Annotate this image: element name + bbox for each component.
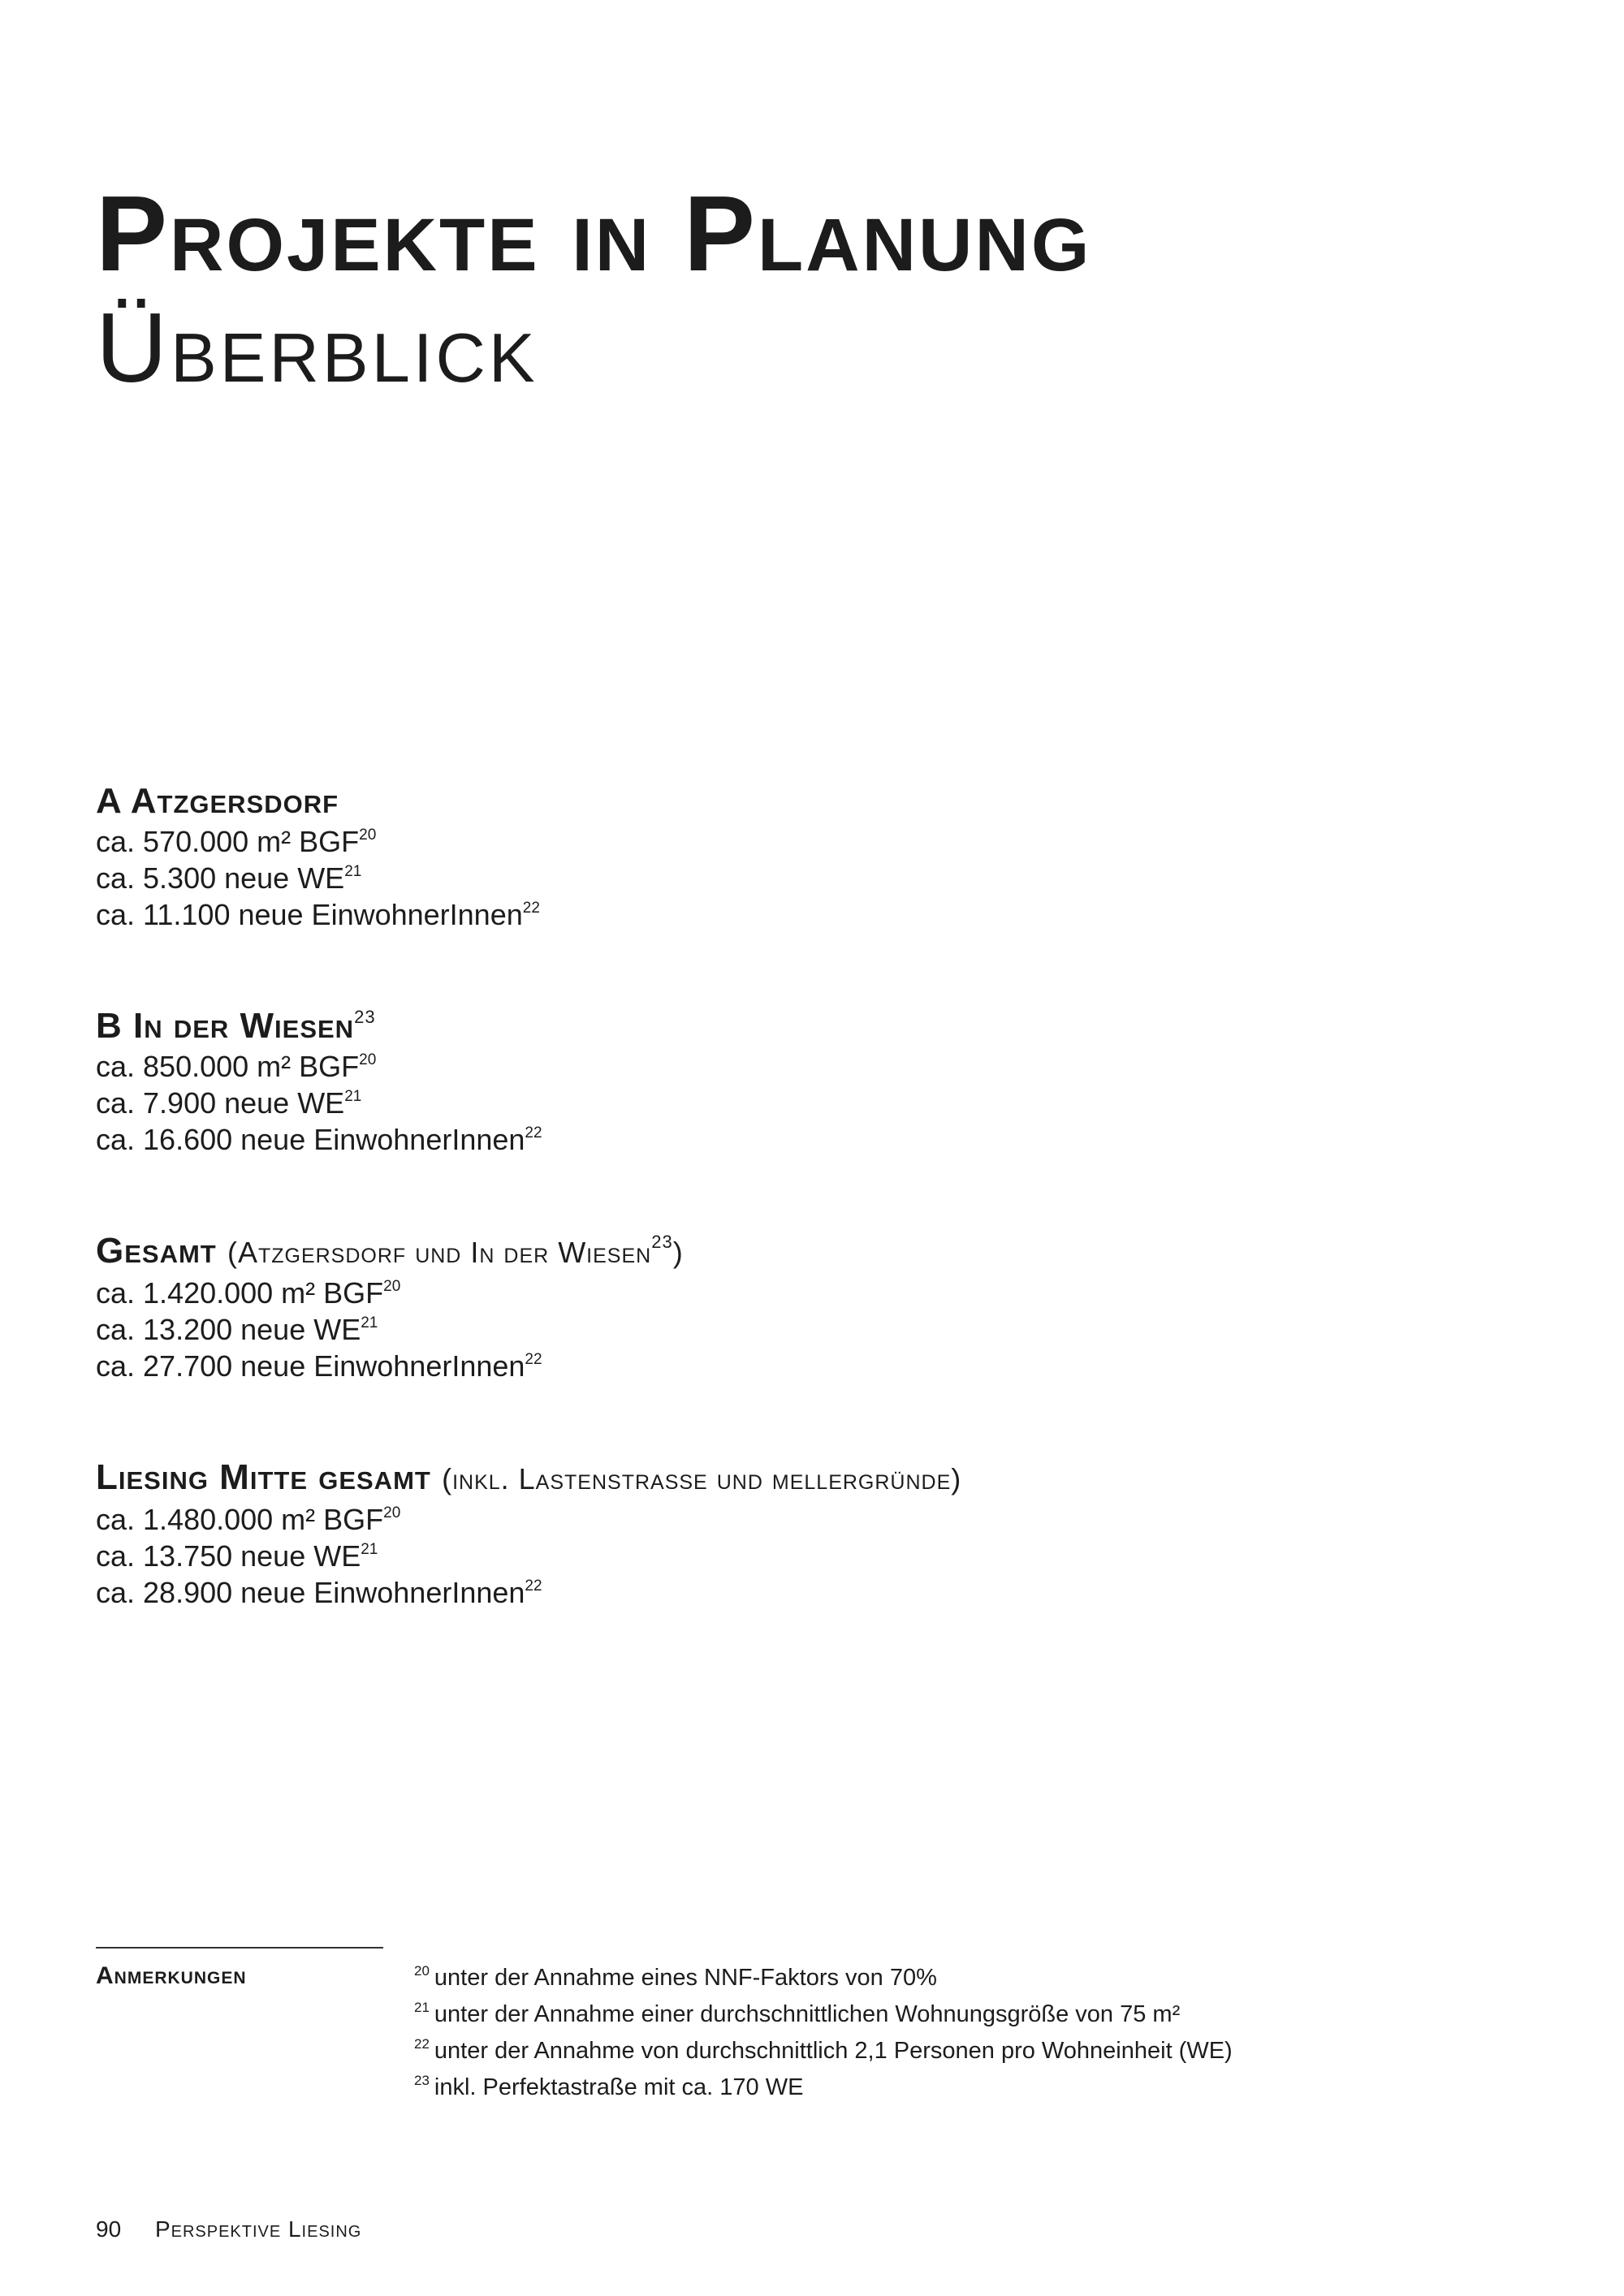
section-line-we [96,1538,1557,1574]
section-heading [96,1229,1557,1275]
section-line-bgf [96,823,1557,860]
footnote-ref: 20 [359,1051,377,1068]
footnote-ref: 22 [525,1351,542,1368]
footnote [414,2033,1233,2069]
footnote-ref: 20 [383,1504,401,1521]
footnote-ref: 20 [359,826,377,844]
footnotes-list [414,1960,1233,2106]
title-block [96,174,1092,404]
line-text: ca. 27.700 neue EinwohnerInnen [96,1349,525,1383]
section-line-we [96,1085,1557,1121]
page-subtitle: Überblick [96,292,538,403]
line-text: ca. 1.420.000 m² BGF [96,1276,384,1310]
section-in-der-wiesen [96,1004,1557,1158]
section-heading [96,1456,1557,1501]
page-title: Projekte in Planung [96,174,1092,293]
page-number: 90 [96,2216,122,2242]
section-title: A Atzgersdorf [96,781,339,821]
section-title: Liesing Mitte gesamt [96,1457,431,1497]
line-text: ca. 1.480.000 m² BGF [96,1503,384,1536]
footnote-text: unter der Annahme einer durchschnittlichen Wohnungsgröße von 75 m² [434,2001,1181,2027]
project-sections [96,779,1557,1682]
notes-label: Anmerkungen [96,1962,247,1989]
publication-title: Perspektive Liesing [154,2216,362,2242]
footnote-number: 20 [414,1963,430,1979]
section-line-bgf [96,1501,1557,1538]
section-line-einwohner [96,1348,1557,1384]
section-title: Gesamt [96,1231,217,1271]
line-text: ca. 13.200 neue WE [96,1313,361,1346]
section-heading [96,779,1557,823]
line-text: ca. 5.300 neue WE [96,861,345,895]
line-text: ca. 850.000 m² BGF [96,1050,360,1083]
section-line-we [96,860,1557,896]
footnote-ref: 21 [361,1314,378,1331]
footnote-ref: 22 [525,1577,542,1595]
line-text: ca. 7.900 neue WE [96,1086,345,1120]
section-note-close: ) [672,1236,684,1269]
footnote [414,1996,1233,2033]
footnote-ref: 23 [354,1007,376,1027]
footnote [414,1960,1233,1996]
section-line-we [96,1311,1557,1348]
footnote-ref: 21 [361,1541,378,1558]
footnote-text: unter der Annahme eines NNF-Faktors von 70% [434,1965,937,1991]
footnote-ref: 20 [383,1278,401,1295]
footnote-number: 22 [414,2036,430,2052]
footnote-ref: 23 [651,1232,673,1252]
line-text: ca. 11.100 neue EinwohnerInnen [96,898,523,931]
footnote-text: unter der Annahme von durchschnittlich 2,1 Personen pro Wohneinheit (WE) [434,2038,1233,2064]
footnote [414,2069,1233,2106]
page-footer [96,2215,361,2244]
section-atzgersdorf [96,779,1557,933]
line-text: ca. 16.600 neue EinwohnerInnen [96,1123,525,1156]
section-line-bgf [96,1048,1557,1085]
section-line-bgf [96,1275,1557,1311]
notes-divider [96,1947,383,1949]
footnote-ref: 22 [522,900,540,917]
section-line-einwohner [96,1574,1557,1611]
section-line-einwohner [96,1121,1557,1158]
section-title: B In der Wiesen [96,1006,355,1046]
section-heading [96,1004,1557,1048]
footnote-ref: 21 [344,1088,362,1105]
footnote-number: 21 [414,2000,430,2015]
footnote-ref: 22 [525,1124,542,1142]
footnote-number: 23 [414,2073,430,2088]
line-text: ca. 13.750 neue WE [96,1539,361,1573]
section-note-text: (Atzgersdorf und In der Wiesen [227,1236,652,1269]
section-line-einwohner [96,896,1557,933]
line-text: ca. 28.900 neue EinwohnerInnen [96,1576,525,1609]
section-note [227,1232,684,1269]
section-liesing-mitte-gesamt [96,1456,1557,1611]
section-note: (inkl. Lastenstrasse und mellergründe) [442,1462,962,1495]
footnote-text: inkl. Perfektastraße mit ca. 170 WE [434,2074,804,2100]
footnote-ref: 21 [344,863,362,880]
section-gesamt [96,1229,1557,1384]
line-text: ca. 570.000 m² BGF [96,825,360,858]
